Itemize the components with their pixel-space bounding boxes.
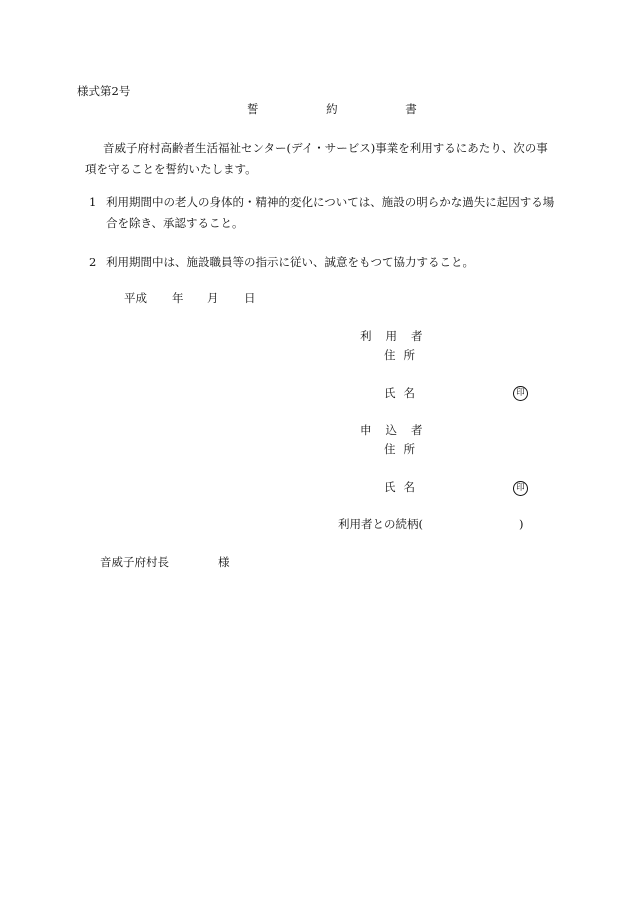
user-address-label: 住所 — [384, 348, 423, 362]
item-text: 利用期間中の老人の身体的・精神的変化については、施設の明らかな過失に起因する場合を除き、承認すること。 — [106, 195, 555, 230]
addressee-name: 音威子府村長 — [100, 555, 169, 569]
applicant-heading: 申込者 — [360, 423, 437, 437]
intro-paragraph: 音威子府村高齢者生活福祉センター(デイ・サービス)事業を利用するにあたり、次の事項を守ることを誓約いたします。 — [85, 141, 548, 176]
document-title: 誓 約 書 — [247, 102, 449, 116]
date-era: 平成 — [124, 291, 147, 305]
form-number: 様式第2号 — [77, 84, 131, 98]
date-day: 日 — [244, 291, 256, 305]
date-year: 年 — [172, 291, 184, 305]
applicant-address-label: 住所 — [384, 442, 423, 456]
item-number: 1 — [89, 195, 97, 209]
date-month: 月 — [207, 291, 219, 305]
item-text: 利用期間中は、施設職員等の指示に従い、誠意をもつて協力すること。 — [106, 255, 474, 269]
seal-icon: 印 — [513, 386, 528, 401]
user-name-label: 氏名 — [384, 386, 423, 400]
relationship-close: ) — [519, 517, 524, 531]
user-heading: 利用者 — [360, 329, 437, 343]
addressee-honorific: 様 — [218, 555, 230, 569]
seal-icon: 印 — [513, 481, 528, 496]
relationship-label: 利用者との続柄( — [338, 517, 423, 531]
applicant-name-label: 氏名 — [384, 480, 423, 494]
item-number: 2 — [89, 255, 97, 269]
